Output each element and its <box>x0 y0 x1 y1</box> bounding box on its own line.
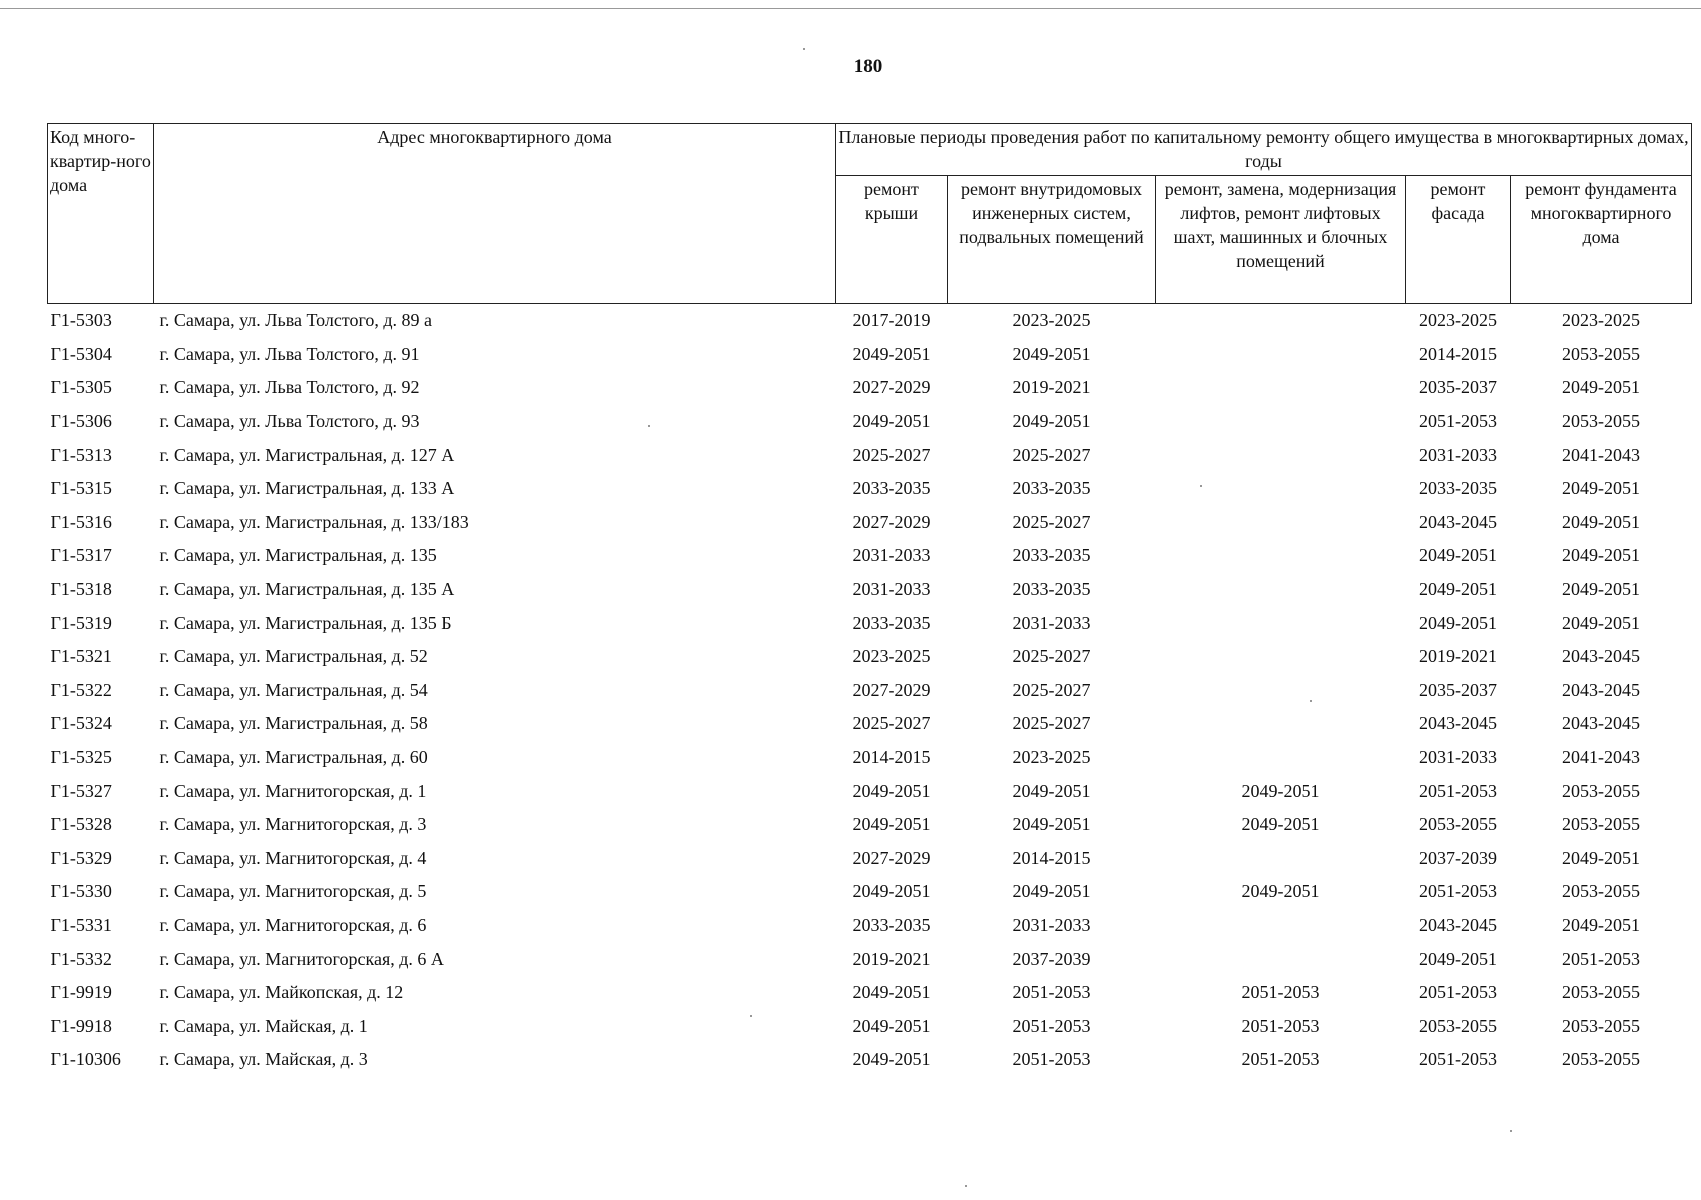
cell-facade: 2049-2051 <box>1419 948 1497 969</box>
cell-foundation: 2053-2055 <box>1562 881 1640 902</box>
cell-address: г. Самара, ул. Магистральная, д. 60 <box>159 747 428 768</box>
cell-address: г. Самара, ул. Льва Толстого, д. 91 <box>159 343 420 364</box>
table-row <box>48 741 1692 775</box>
header-foundation: ремонт фундамента многоквартирного дома <box>1511 176 1692 304</box>
cell-code: Г1-5324 <box>50 713 112 734</box>
cell-roof: 2031-2033 <box>852 579 931 600</box>
table-row <box>48 573 1692 607</box>
cell-address: г. Самара, ул. Льва Толстого, д. 92 <box>159 377 420 398</box>
cell-facade: 2019-2021 <box>1419 646 1497 667</box>
cell-roof: 2027-2029 <box>852 679 931 700</box>
cell-elevators <box>1156 338 1406 372</box>
cell-roof: 2033-2035 <box>852 612 931 633</box>
cell-address: г. Самара, ул. Магнитогорская, д. 6 <box>159 914 427 935</box>
scan-speck <box>1510 1130 1512 1132</box>
cell-facade: 2051-2053 <box>1419 411 1497 432</box>
cell-facade: 2035-2037 <box>1419 679 1497 700</box>
cell-foundation: 2049-2051 <box>1562 579 1640 600</box>
cell-code: Г1-5330 <box>50 881 112 902</box>
cell-systems: 2049-2051 <box>1012 881 1091 902</box>
cell-code: Г1-5315 <box>50 478 112 499</box>
header-roof: ремонт крыши <box>836 176 948 304</box>
cell-elevators <box>1156 707 1406 741</box>
scan-speck <box>648 425 650 427</box>
cell-roof: 2023-2025 <box>852 646 931 667</box>
cell-systems: 2033-2035 <box>1012 579 1091 600</box>
cell-code: Г1-5322 <box>50 679 112 700</box>
table-row <box>48 774 1692 808</box>
cell-roof: 2049-2051 <box>852 1049 931 1070</box>
table-row <box>48 976 1692 1010</box>
cell-code: Г1-5327 <box>50 780 112 801</box>
cell-code: Г1-5306 <box>50 411 112 432</box>
table-body <box>48 304 1692 1077</box>
header-address: Адрес многоквартирного дома <box>154 124 836 304</box>
cell-systems: 2051-2053 <box>1012 1049 1091 1070</box>
cell-systems: 2025-2027 <box>1012 511 1091 532</box>
scan-speck <box>1200 485 1202 487</box>
cell-roof: 2049-2051 <box>852 814 931 835</box>
cell-systems: 2033-2035 <box>1012 478 1091 499</box>
cell-code: Г1-5328 <box>50 814 112 835</box>
cell-facade: 2051-2053 <box>1419 881 1497 902</box>
cell-systems: 2033-2035 <box>1012 545 1091 566</box>
cell-foundation: 2049-2051 <box>1562 612 1640 633</box>
cell-foundation: 2049-2051 <box>1562 377 1640 398</box>
cell-facade: 2051-2053 <box>1419 780 1497 801</box>
header-periods-group: Плановые периоды проведения работ по капитальному ремонту общего имущества в многоквартирных домах, годы <box>836 124 1692 176</box>
cell-address: г. Самара, ул. Льва Толстого, д. 89 а <box>159 310 433 331</box>
cell-facade: 2035-2037 <box>1419 377 1497 398</box>
table-row <box>48 707 1692 741</box>
cell-systems: 2019-2021 <box>1012 377 1091 398</box>
cell-foundation: 2049-2051 <box>1562 478 1640 499</box>
scan-speck <box>965 1185 967 1187</box>
table-row <box>48 842 1692 876</box>
cell-facade: 2023-2025 <box>1419 310 1497 331</box>
repair-schedule-table <box>47 123 1692 1077</box>
cell-address: г. Самара, ул. Магистральная, д. 54 <box>159 679 428 700</box>
header-facade: ремонт фасада <box>1406 176 1511 304</box>
table-row <box>48 909 1692 943</box>
cell-elevators: 2049-2051 <box>1241 780 1320 801</box>
cell-foundation: 2043-2045 <box>1562 646 1640 667</box>
cell-code: Г1-5313 <box>50 444 112 465</box>
cell-systems: 2025-2027 <box>1012 646 1091 667</box>
cell-facade: 2053-2055 <box>1419 1015 1497 1036</box>
cell-foundation: 2049-2051 <box>1562 847 1640 868</box>
table-row <box>48 472 1692 506</box>
cell-systems: 2031-2033 <box>1012 914 1091 935</box>
cell-facade: 2049-2051 <box>1419 579 1497 600</box>
cell-code: Г1-5332 <box>50 948 112 969</box>
cell-facade: 2051-2053 <box>1419 1049 1497 1070</box>
cell-foundation: 2053-2055 <box>1562 1015 1640 1036</box>
cell-foundation: 2043-2045 <box>1562 679 1640 700</box>
cell-code: Г1-5305 <box>50 377 112 398</box>
cell-facade: 2043-2045 <box>1419 713 1497 734</box>
cell-code: Г1-9919 <box>50 982 112 1003</box>
cell-address: г. Самара, ул. Льва Толстого, д. 93 <box>159 411 420 432</box>
cell-facade: 2033-2035 <box>1419 478 1497 499</box>
page-number: 180 <box>853 56 883 77</box>
cell-elevators <box>1156 405 1406 439</box>
cell-foundation: 2053-2055 <box>1562 780 1640 801</box>
cell-systems: 2051-2053 <box>1012 982 1091 1003</box>
cell-systems: 2025-2027 <box>1012 679 1091 700</box>
cell-systems: 2025-2027 <box>1012 713 1091 734</box>
cell-address: г. Самара, ул. Магистральная, д. 135 А <box>159 579 455 600</box>
cell-roof: 2031-2033 <box>852 545 931 566</box>
cell-address: г. Самара, ул. Магнитогорская, д. 5 <box>159 881 427 902</box>
table-row <box>48 338 1692 372</box>
cell-elevators <box>1156 842 1406 876</box>
cell-systems: 2023-2025 <box>1012 310 1091 331</box>
cell-code: Г1-5318 <box>50 579 112 600</box>
cell-elevators <box>1156 909 1406 943</box>
cell-roof: 2049-2051 <box>852 780 931 801</box>
cell-elevators: 2049-2051 <box>1241 881 1320 902</box>
cell-elevators <box>1156 573 1406 607</box>
cell-code: Г1-5329 <box>50 847 112 868</box>
cell-facade: 2014-2015 <box>1419 343 1497 364</box>
cell-foundation: 2053-2055 <box>1562 1049 1640 1070</box>
cell-roof: 2049-2051 <box>852 411 931 432</box>
cell-elevators <box>1156 438 1406 472</box>
cell-systems: 2037-2039 <box>1012 948 1091 969</box>
cell-elevators: 2051-2053 <box>1241 982 1320 1003</box>
cell-systems: 2049-2051 <box>1012 780 1091 801</box>
cell-code: Г1-5321 <box>50 646 112 667</box>
cell-foundation: 2041-2043 <box>1562 444 1640 465</box>
cell-systems: 2049-2051 <box>1012 343 1091 364</box>
table-row <box>48 539 1692 573</box>
cell-address: г. Самара, ул. Магнитогорская, д. 3 <box>159 814 427 835</box>
cell-address: г. Самара, ул. Магистральная, д. 135 <box>159 545 437 566</box>
cell-foundation: 2053-2055 <box>1562 814 1640 835</box>
table-row <box>48 1009 1692 1043</box>
cell-code: Г1-5303 <box>50 310 112 331</box>
cell-elevators <box>1156 472 1406 506</box>
cell-roof: 2025-2027 <box>852 713 931 734</box>
cell-systems: 2049-2051 <box>1012 814 1091 835</box>
cell-systems: 2025-2027 <box>1012 444 1091 465</box>
scan-edge-line <box>0 8 1701 9</box>
cell-systems: 2014-2015 <box>1012 847 1091 868</box>
cell-roof: 2014-2015 <box>852 747 931 768</box>
cell-elevators <box>1156 606 1406 640</box>
cell-elevators <box>1156 304 1406 338</box>
scan-speck <box>1310 700 1312 702</box>
cell-elevators <box>1156 674 1406 708</box>
cell-address: г. Самара, ул. Майская, д. 3 <box>159 1049 368 1070</box>
cell-roof: 2049-2051 <box>852 982 931 1003</box>
cell-elevators <box>1156 371 1406 405</box>
cell-roof: 2027-2029 <box>852 377 931 398</box>
table-row <box>48 1043 1692 1077</box>
cell-systems: 2049-2051 <box>1012 411 1091 432</box>
cell-facade: 2053-2055 <box>1419 814 1497 835</box>
table-row <box>48 875 1692 909</box>
cell-foundation: 2049-2051 <box>1562 914 1640 935</box>
cell-roof: 2049-2051 <box>852 881 931 902</box>
cell-elevators <box>1156 506 1406 540</box>
cell-systems: 2051-2053 <box>1012 1015 1091 1036</box>
cell-elevators: 2051-2053 <box>1241 1049 1320 1070</box>
cell-roof: 2049-2051 <box>852 343 931 364</box>
table-row <box>48 942 1692 976</box>
cell-address: г. Самара, ул. Магистральная, д. 58 <box>159 713 428 734</box>
cell-address: г. Самара, ул. Магистральная, д. 135 Б <box>159 612 452 633</box>
cell-code: Г1-10306 <box>50 1049 121 1070</box>
cell-address: г. Самара, ул. Майкопская, д. 12 <box>159 982 404 1003</box>
cell-foundation: 2051-2053 <box>1562 948 1640 969</box>
table-row <box>48 371 1692 405</box>
cell-address: г. Самара, ул. Магистральная, д. 52 <box>159 646 428 667</box>
cell-foundation: 2041-2043 <box>1562 747 1640 768</box>
cell-elevators: 2051-2053 <box>1241 1015 1320 1036</box>
cell-address: г. Самара, ул. Магистральная, д. 133/183 <box>159 511 469 532</box>
cell-facade: 2043-2045 <box>1419 914 1497 935</box>
cell-systems: 2031-2033 <box>1012 612 1091 633</box>
cell-foundation: 2053-2055 <box>1562 411 1640 432</box>
cell-roof: 2027-2029 <box>852 511 931 532</box>
cell-address: г. Самара, ул. Магистральная, д. 127 А <box>159 444 455 465</box>
cell-foundation: 2053-2055 <box>1562 982 1640 1003</box>
table-row <box>48 304 1692 338</box>
cell-foundation: 2049-2051 <box>1562 545 1640 566</box>
cell-code: Г1-5316 <box>50 511 112 532</box>
cell-facade: 2037-2039 <box>1419 847 1497 868</box>
cell-roof: 2025-2027 <box>852 444 931 465</box>
cell-address: г. Самара, ул. Магнитогорская, д. 6 А <box>159 948 444 969</box>
cell-address: г. Самара, ул. Майская, д. 1 <box>159 1015 368 1036</box>
cell-facade: 2031-2033 <box>1419 444 1497 465</box>
cell-facade: 2031-2033 <box>1419 747 1497 768</box>
cell-code: Г1-5304 <box>50 343 112 364</box>
table-row <box>48 506 1692 540</box>
cell-code: Г1-5317 <box>50 545 112 566</box>
table-row <box>48 640 1692 674</box>
cell-facade: 2049-2051 <box>1419 612 1497 633</box>
cell-roof: 2017-2019 <box>852 310 931 331</box>
table-row <box>48 674 1692 708</box>
cell-address: г. Самара, ул. Магнитогорская, д. 1 <box>159 780 427 801</box>
header-systems: ремонт внутридомовых инженерных систем, подвальных помещений <box>948 176 1156 304</box>
cell-elevators <box>1156 539 1406 573</box>
cell-systems: 2023-2025 <box>1012 747 1091 768</box>
cell-roof: 2027-2029 <box>852 847 931 868</box>
header-elevators: ремонт, замена, модернизация лифтов, ремонт лифтовых шахт, машинных и блочных помещений <box>1156 176 1406 304</box>
table-row <box>48 808 1692 842</box>
cell-foundation: 2023-2025 <box>1562 310 1640 331</box>
cell-roof: 2019-2021 <box>852 948 931 969</box>
cell-address: г. Самара, ул. Магистральная, д. 133 А <box>159 478 455 499</box>
cell-facade: 2049-2051 <box>1419 545 1497 566</box>
header-code: Код много-квартир-ного дома <box>48 124 154 304</box>
cell-roof: 2033-2035 <box>852 914 931 935</box>
scan-speck <box>750 1015 752 1017</box>
cell-roof: 2049-2051 <box>852 1015 931 1036</box>
cell-address: г. Самара, ул. Магнитогорская, д. 4 <box>159 847 427 868</box>
table-header <box>48 124 1692 304</box>
cell-elevators: 2049-2051 <box>1241 814 1320 835</box>
cell-foundation: 2049-2051 <box>1562 511 1640 532</box>
table-row <box>48 606 1692 640</box>
cell-foundation: 2043-2045 <box>1562 713 1640 734</box>
table-row <box>48 438 1692 472</box>
cell-facade: 2051-2053 <box>1419 982 1497 1003</box>
cell-code: Г1-5331 <box>50 914 112 935</box>
table-row <box>48 405 1692 439</box>
cell-facade: 2043-2045 <box>1419 511 1497 532</box>
cell-roof: 2033-2035 <box>852 478 931 499</box>
cell-code: Г1-5325 <box>50 747 112 768</box>
cell-code: Г1-5319 <box>50 612 112 633</box>
cell-elevators <box>1156 640 1406 674</box>
cell-code: Г1-9918 <box>50 1015 112 1036</box>
cell-foundation: 2053-2055 <box>1562 343 1640 364</box>
scan-speck <box>803 48 805 50</box>
cell-elevators <box>1156 942 1406 976</box>
cell-elevators <box>1156 741 1406 775</box>
